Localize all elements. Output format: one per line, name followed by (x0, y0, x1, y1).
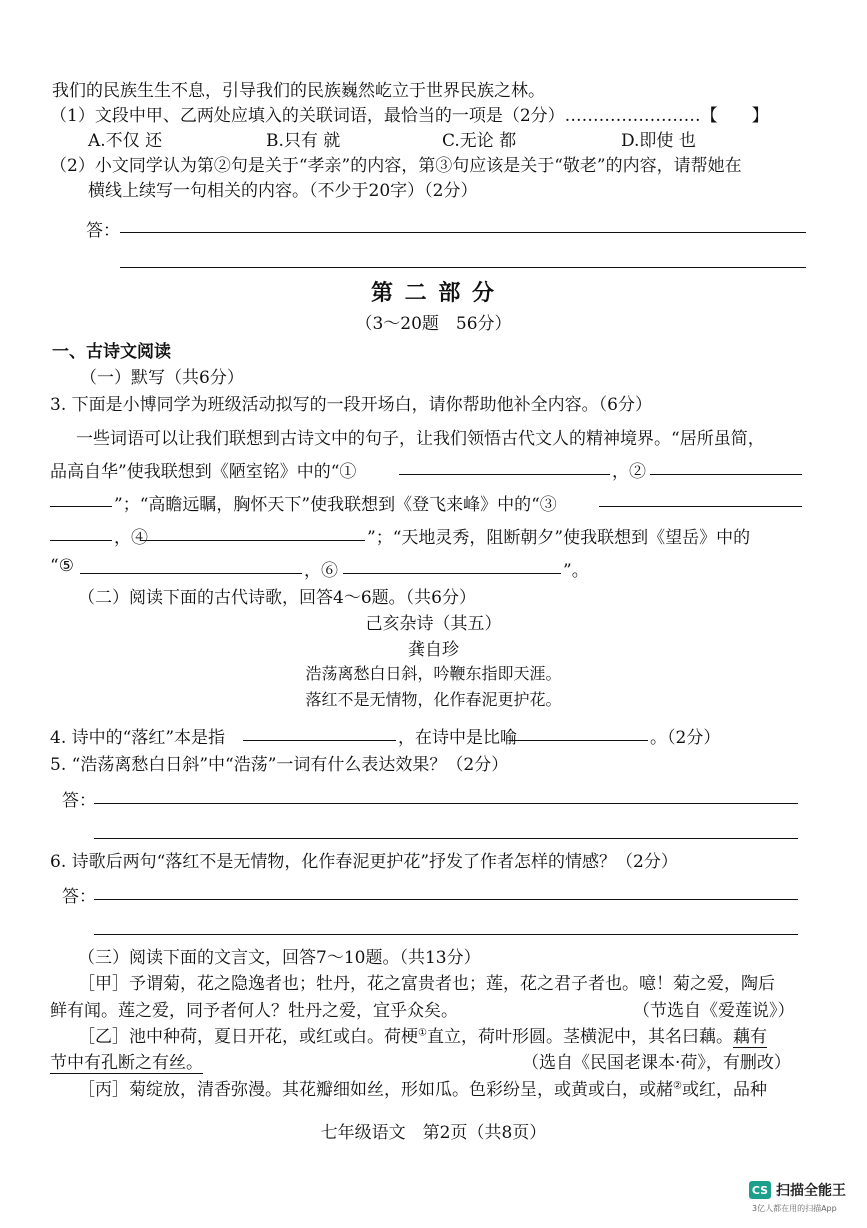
passage-yi-source: （选自《民国老课本·荷》，有删改） (522, 1053, 791, 1073)
footnote-marker: ② (673, 1080, 682, 1092)
page-footer: 七年级语文 第2页（共8页） (320, 1123, 547, 1143)
question-1-stem: （1）文段中甲、乙两处应填入的关联词语，最恰当的一项是（2分）……………………【 】 (50, 106, 769, 126)
passage-jia-line: ［甲］予谓菊，花之隐逸者也；牡丹，花之富贵者也；莲，花之君子者也。噫！菊之爱，陶后 (78, 974, 775, 994)
answer-line[interactable] (94, 899, 798, 900)
passage-bing-text: 或红，品种 (681, 1080, 767, 1100)
passage-jia-line: 鲜有闻。莲之爱，同予者何人？牡丹之爱，宜乎众矣。 (50, 1001, 458, 1021)
passage-yi-line (78, 1022, 767, 1048)
underlined-sentence: 藕有 (733, 1022, 767, 1048)
poem-author: 龚自珍 (408, 640, 459, 660)
passage-yi-text: 直立，荷叶形圆。茎横泥中，其名曰藕。 (426, 1027, 733, 1047)
blank-6[interactable] (343, 573, 561, 574)
answer-line[interactable] (120, 232, 806, 233)
answer-line[interactable] (94, 934, 798, 935)
blank-5[interactable] (80, 573, 302, 574)
watermark-name: 扫描全能王 (776, 1183, 846, 1199)
q3-paragraph-line: 品高自华”使我联想到《陋室铭》中的“① (50, 462, 357, 482)
underlined-sentence: 节中有孔断之有丝。 (50, 1048, 203, 1074)
answer-label: 答： (86, 221, 120, 241)
answer-line[interactable] (94, 803, 798, 804)
question-4-text: 。（2分） (650, 728, 721, 748)
passage-bing-line (78, 1075, 767, 1100)
q1-option-c: C.无论 都 (442, 131, 517, 151)
passage-jia-source: （节选自《爱莲说》） (633, 1001, 795, 1021)
poem-title: 己亥杂诗（其五） (365, 614, 502, 634)
q3-text: “⑤ (50, 556, 74, 576)
answer-line[interactable] (120, 267, 806, 268)
blank-1[interactable] (399, 474, 610, 475)
question-4-text: ，在诗中是比喻 (398, 728, 517, 748)
part-title: 第 二 部 分 (371, 280, 496, 306)
question-6-stem: 6. 诗歌后两句“落红不是无情物，化作春泥更护花”抒发了作者怎样的情感？（2分） (50, 852, 678, 872)
q3-text: ，② (612, 462, 646, 482)
subsection-heading: （三）阅读下面的文言文，回答7～10题。（共13分） (78, 948, 481, 968)
blank-3-cont[interactable] (50, 540, 112, 541)
camscanner-logo-icon: CS (749, 1181, 771, 1199)
blank-q4-1[interactable] (243, 740, 396, 741)
answer-label: 答： (62, 791, 96, 811)
question-2-line1: （2）小文同学认为第②句是关于“孝亲”的内容，第③句应该是关于“敬老”的内容，请帮她在 (50, 156, 742, 176)
scanner-watermark (749, 1180, 846, 1200)
q1-option-d: D.即使 也 (621, 131, 696, 151)
blank-2-cont[interactable] (50, 506, 112, 507)
question-5-stem: 5. “浩荡离愁白日斜”中“浩荡”一词有什么表达效果？（2分） (50, 755, 509, 775)
passage-yi-text: ［乙］池中种荷，夏日开花，或红或白。荷梗 (78, 1027, 418, 1047)
q3-paragraph-line: ”；“天地灵秀，阻断朝夕”使我联想到《望岳》中的 (367, 528, 751, 548)
carryover-line: 我们的民族生生不息，引导我们的民族巍然屹立于世界民族之林。 (52, 81, 545, 101)
passage-yi-line (50, 1048, 203, 1074)
footnote-marker: ① (418, 1027, 427, 1039)
question-4-text: 4. 诗中的“落红”本是指 (50, 728, 226, 748)
q3-paragraph-line: ”；“高瞻远瞩，胸怀天下”使我联想到《登飞来峰》中的“③ (114, 495, 557, 515)
blank-q4-2[interactable] (509, 740, 648, 741)
poem-line: 浩荡离愁白日斜，吟鞭东指即天涯。 (305, 664, 562, 683)
q3-paragraph-line: 一些词语可以让我们联想到古诗文中的句子，让我们领悟古代文人的精神境界。“居所虽简， (76, 429, 765, 449)
question-3-stem: 3. 下面是小博同学为班级活动拟写的一段开场白，请你帮助他补全内容。（6分） (50, 395, 652, 415)
section-heading: 一、古诗文阅读 (52, 342, 171, 362)
poem-line: 落红不是无情物，化作春泥更护花。 (305, 690, 562, 709)
blank-3[interactable] (599, 506, 802, 507)
subsection-heading: （一）默写（共6分） (80, 368, 244, 388)
q1-option-b: B.只有 就 (266, 131, 341, 151)
q3-text: ，⑥ (304, 561, 338, 581)
q3-text: ，④ (114, 528, 148, 548)
subsection-heading: （二）阅读下面的古代诗歌，回答4～6题。（共6分） (78, 588, 476, 608)
watermark-tagline: 3亿人都在用的扫描App (752, 1204, 837, 1213)
blank-4[interactable] (140, 540, 365, 541)
question-2-line2: 横线上续写一句相关的内容。（不少于20字）（2分） (88, 181, 478, 201)
answer-label: 答： (62, 887, 96, 907)
q3-text: ”。 (563, 561, 589, 581)
answer-line[interactable] (94, 838, 798, 839)
blank-2[interactable] (650, 474, 802, 475)
passage-bing-text: ［丙］菊绽放，清香弥漫。其花瓣细如丝，形如瓜。色彩纷呈，或黄或白，或赭 (78, 1080, 673, 1100)
q1-option-a: A.不仅 还 (88, 131, 163, 151)
part-subtitle: （3～20题 56分） (355, 314, 512, 334)
